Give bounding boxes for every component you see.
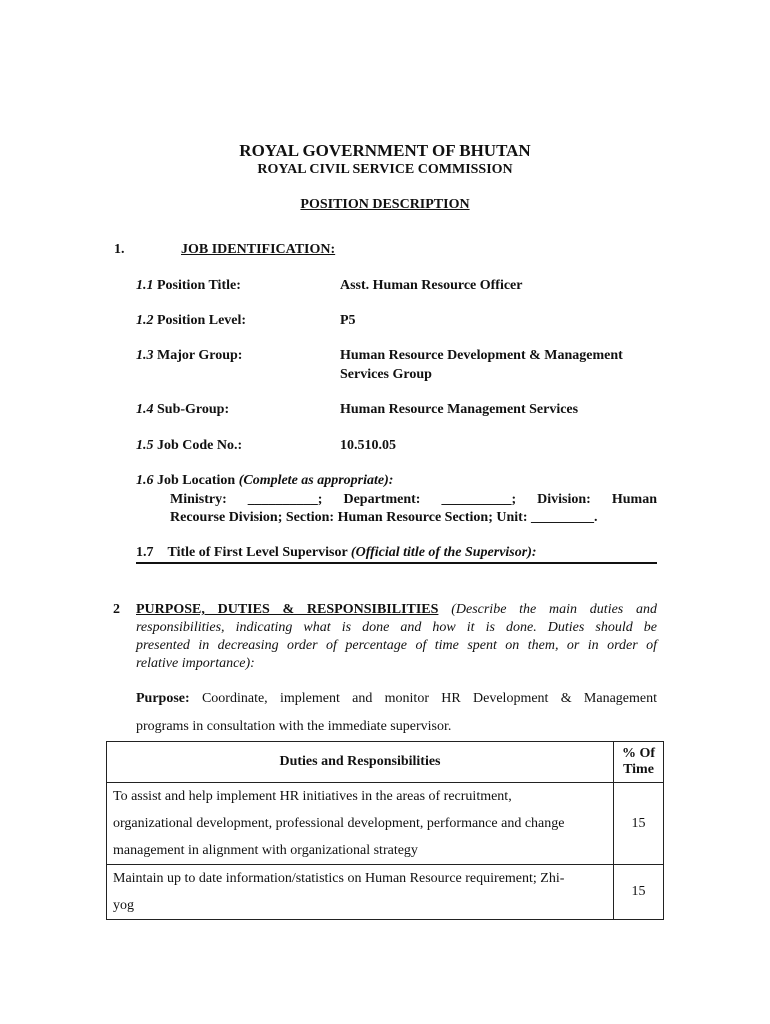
col-percent-header: % Of Time — [614, 742, 664, 783]
field-major-group-value-line2: Services Group — [340, 367, 432, 382]
field-position-level-value: P5 — [340, 313, 356, 328]
document-title: POSITION DESCRIPTION — [300, 197, 470, 212]
field-job-code-label: 1.5 Job Code No.: — [136, 438, 243, 453]
table-row — [107, 865, 664, 920]
field-position-title-label: 1.1 Position Title: — [136, 278, 241, 293]
job-location-line1: Ministry: __________; Department: __________; Division: Human — [170, 492, 657, 507]
section-1-title: JOB IDENTIFICATION: — [181, 242, 336, 257]
duty-cell: To assist and help implement HR initiatives in the areas of recruitment, organizational development, professional development, performance and change management in alignment with organizational strategy — [107, 783, 614, 865]
field-sub-group-value: Human Resource Management Services — [340, 402, 579, 417]
field-position-title-value: Asst. Human Resource Officer — [340, 278, 523, 293]
duty-cell: Maintain up to date information/statistics on Human Resource requirement; Zhi- yog — [107, 865, 614, 920]
field-sub-group-label: 1.4 Sub-Group: — [136, 402, 230, 417]
field-position-level-label: 1.2 Position Level: — [136, 313, 247, 328]
section-2-number: 2 — [113, 602, 120, 617]
col-duties-header: Duties and Responsibilities — [107, 742, 614, 783]
purpose-line2: programs in consultation with the immediate supervisor. — [136, 719, 452, 734]
section-1-number: 1. — [114, 242, 125, 257]
field-job-location-label: 1.6 Job Location (Complete as appropriate): — [136, 473, 394, 488]
purpose-line1: Purpose: Coordinate, implement and monitor HR Development & Management — [136, 691, 657, 706]
field-supervisor: 1.7 Title of First Level Supervisor (Official title of the Supervisor): — [136, 545, 657, 564]
duties-table — [106, 741, 664, 920]
field-job-code-value: 10.510.05 — [340, 438, 396, 453]
section-2-heading-line: PURPOSE, DUTIES & RESPONSIBILITIES (Describe the main duties and — [136, 602, 658, 617]
percent-cell: 15 — [614, 783, 664, 865]
commission-title: ROYAL CIVIL SERVICE COMMISSION — [257, 162, 513, 177]
field-major-group-value-line1: Human Resource Development & Management — [340, 348, 623, 363]
section-2-desc-line2: responsibilities, indicating what is done and how it is done. Duties should be — [136, 620, 657, 635]
percent-cell: 15 — [614, 865, 664, 920]
job-location-line2: Recourse Division; Section: Human Resource Section; Unit: _________. — [170, 510, 598, 525]
section-2-desc-line4: relative importance): — [136, 656, 255, 671]
field-major-group-label: 1.3 Major Group: — [136, 348, 243, 363]
table-row — [107, 783, 664, 865]
table-header-row — [107, 742, 664, 783]
section-2-desc-line3: presented in decreasing order of percentage of time spent on them, or in order of — [136, 638, 657, 653]
government-title: ROYAL GOVERNMENT OF BHUTAN — [239, 141, 531, 160]
